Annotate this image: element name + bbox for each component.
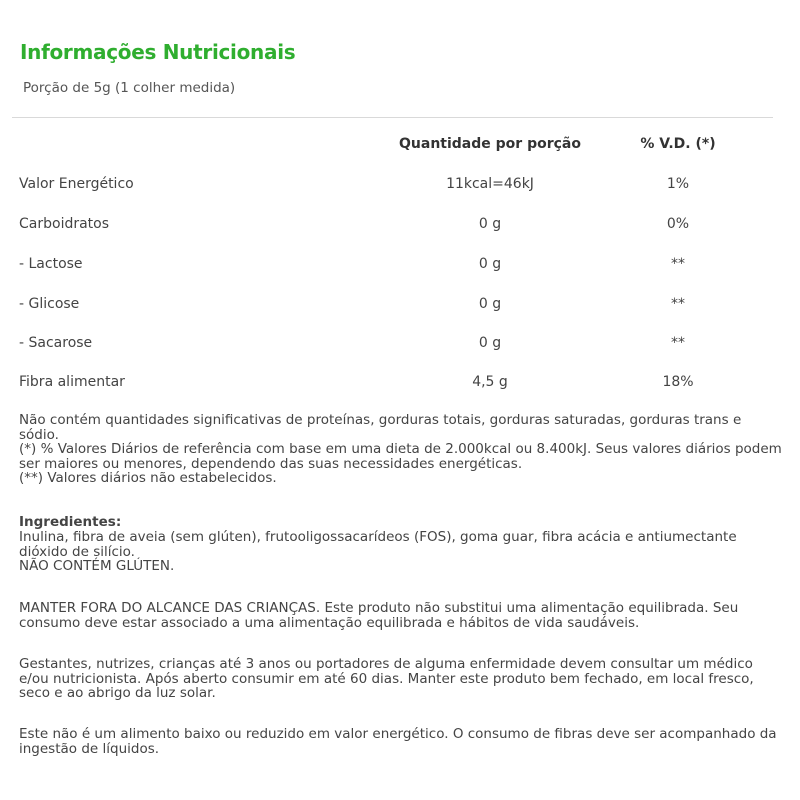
note-not-established: (**) Valores diários não estabelecidos.: [19, 470, 277, 486]
table-header: [0, 136, 800, 156]
row-name: Valor Energético: [19, 176, 134, 192]
table-row: [0, 256, 800, 276]
row-vd: 0%: [666, 216, 690, 232]
page-title: Informações Nutricionais: [20, 40, 296, 64]
row-name: Carboidratos: [19, 216, 110, 232]
header-vd: % V.D. (*): [640, 136, 716, 152]
warning-children: [19, 601, 784, 630]
row-vd: 1%: [666, 176, 690, 192]
warning-consult-text: Gestantes, nutrizes, crianças até 3 anos ou portadores de alguma enfermidade devem consultar um médico e/ou nutricionista. Após aberto consumir em até 60 dias. Manter este produto bem fechado, em local fresco, seco e ao abrigo da luz solar.: [19, 656, 754, 701]
gluten-statement: NÃO CONTÉM GLÚTEN.: [19, 558, 175, 574]
row-name: - Lactose: [19, 256, 83, 272]
ingredients-title: Ingredientes:: [19, 514, 122, 530]
divider: [12, 117, 773, 118]
portion-size: Porção de 5g (1 colher medida): [23, 80, 236, 96]
row-vd: **: [671, 256, 685, 272]
row-vd: **: [671, 296, 685, 312]
table-row: [0, 216, 800, 236]
warning-consult: [19, 657, 784, 701]
ingredients-list: Inulina, fibra de aveia (sem glúten), frutooligossacarídeos (FOS), goma guar, fibra acácia e antiumectante dióxido de silício.: [19, 529, 737, 560]
ingredients-block: [19, 530, 784, 574]
row-name: - Glicose: [19, 296, 80, 312]
table-row: [0, 335, 800, 355]
note-daily-values: (*) % Valores Diários de referência com base em uma dieta de 2.000kcal ou 8.400kJ. Seus valores diários podem ser maiores ou menores, dependendo das suas necessidades energéticas.: [19, 441, 782, 472]
row-quantity: 4,5 g: [472, 374, 508, 390]
nutrition-notes: [19, 413, 784, 486]
row-name: Fibra alimentar: [19, 374, 125, 390]
row-quantity: 0 g: [478, 296, 502, 312]
note-not-significant: Não contém quantidades significativas de proteínas, gorduras totais, gorduras saturadas, gorduras trans e sódio.: [19, 412, 742, 443]
row-quantity: 0 g: [478, 216, 502, 232]
warning-energy-text: Este não é um alimento baixo ou reduzido em valor energético. O consumo de fibras deve ser acompanhado da ingestão de líquidos.: [19, 726, 777, 757]
table-row: [0, 296, 800, 316]
warning-children-text: MANTER FORA DO ALCANCE DAS CRIANÇAS. Este produto não substitui uma alimentação equilibrada. Seu consumo deve estar associado a uma alimentação equilibrada e hábitos de vida saudáveis.: [19, 600, 739, 631]
row-vd: 18%: [662, 374, 694, 390]
header-quantity: Quantidade por porção: [399, 136, 581, 152]
row-name: - Sacarose: [19, 335, 93, 351]
table-row: [0, 374, 800, 394]
table-row: [0, 176, 800, 196]
row-quantity: 11kcal=46kJ: [446, 176, 534, 192]
warning-energy: [19, 727, 784, 756]
row-vd: **: [671, 335, 685, 351]
row-quantity: 0 g: [478, 256, 502, 272]
row-quantity: 0 g: [478, 335, 502, 351]
